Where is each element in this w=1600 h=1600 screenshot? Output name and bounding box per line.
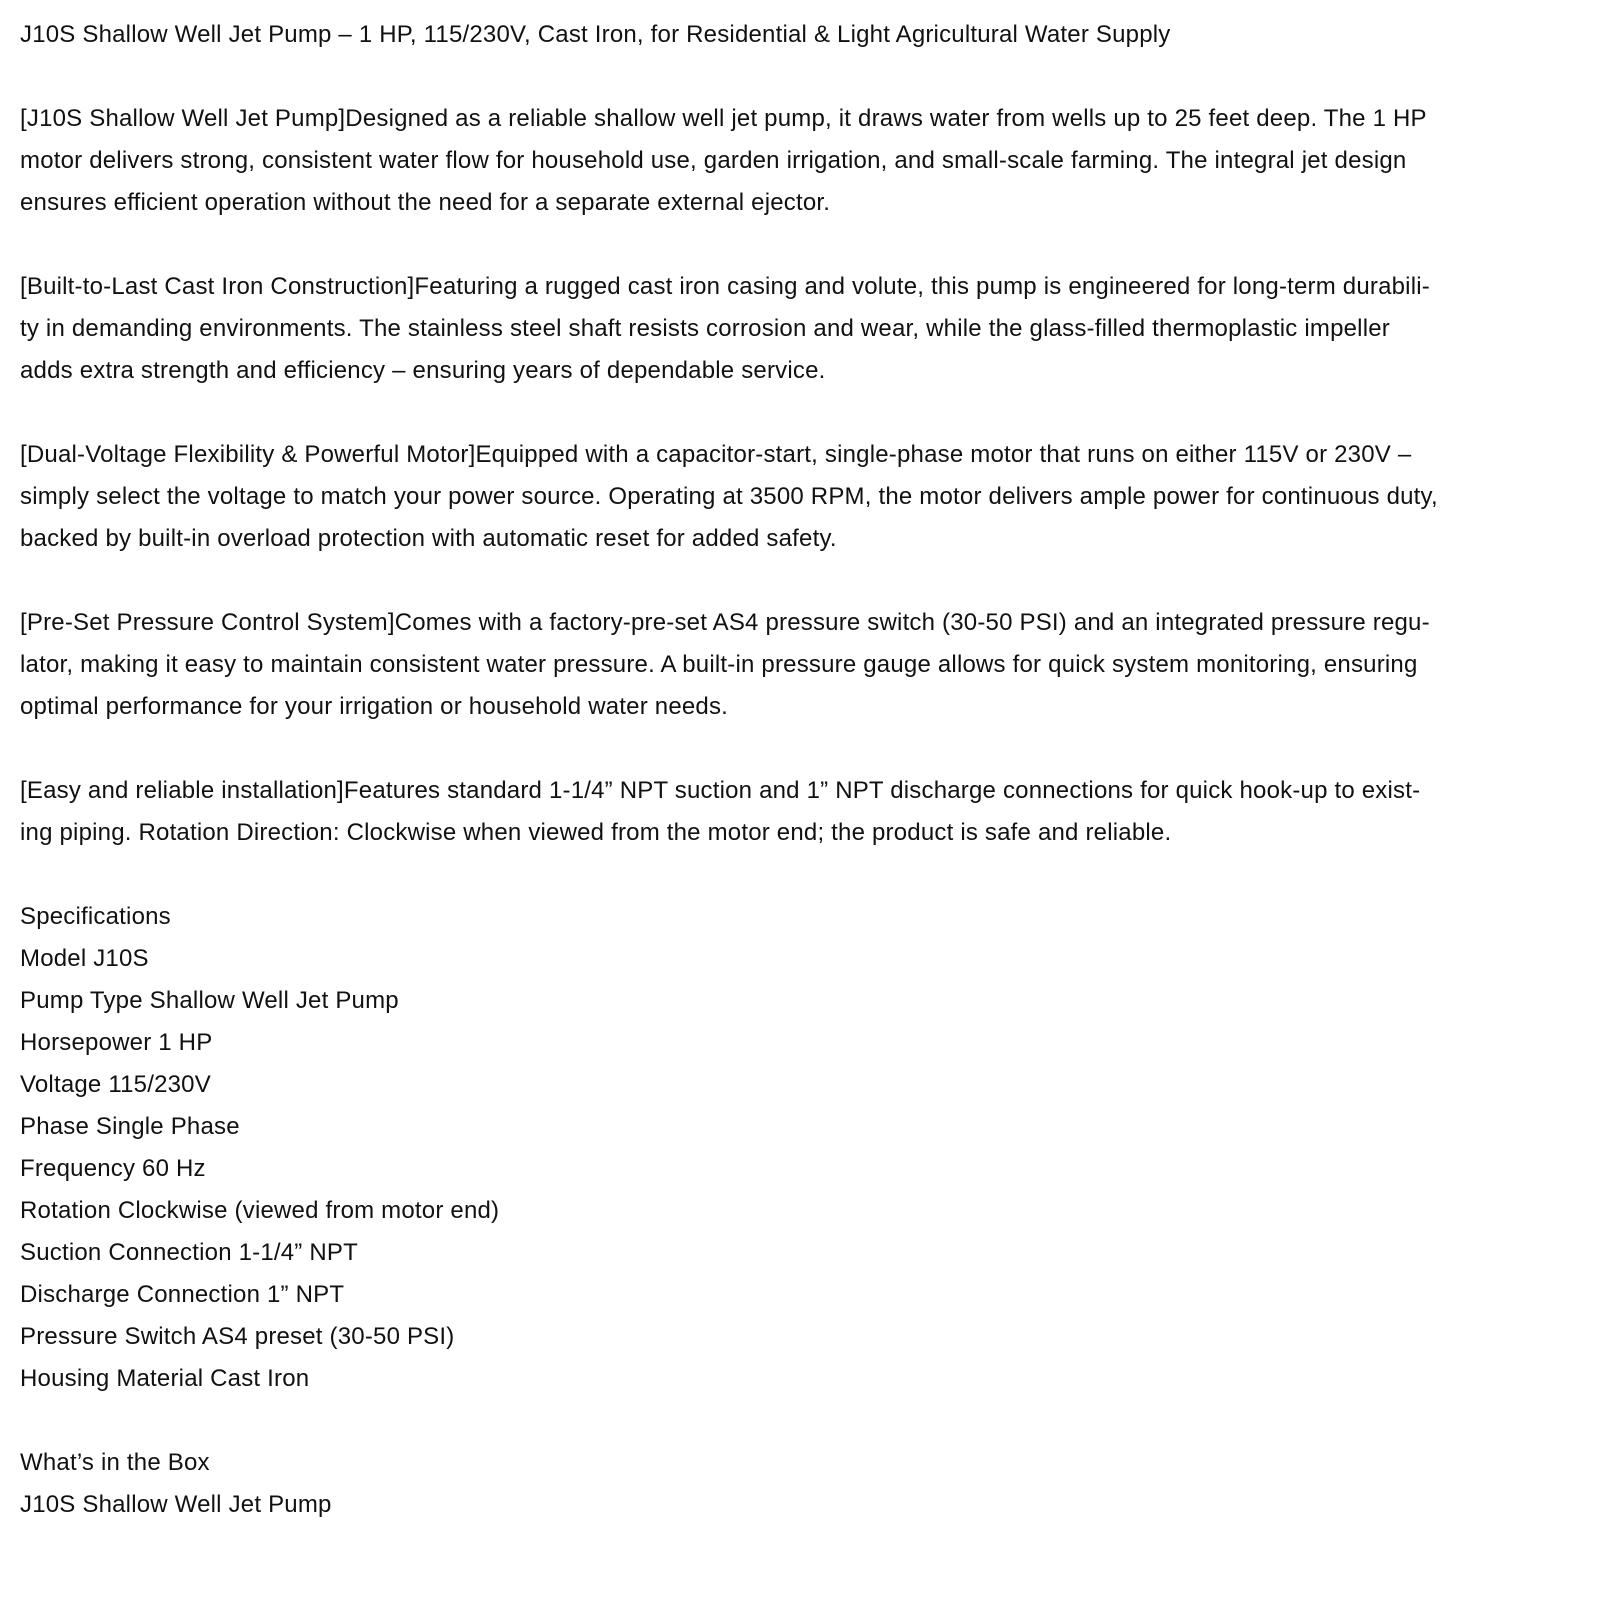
specifications-section	[20, 896, 1595, 1400]
spacer	[20, 224, 1595, 266]
spec-item-horsepower: Horsepower 1 HP	[20, 1029, 213, 1056]
paragraph-line: simply select the voltage to match your power source. Operating at 3500 RPM, the motor delivers ample power for continuous duty,	[20, 483, 1438, 510]
box-item: J10S Shallow Well Jet Pump	[20, 1491, 332, 1518]
paragraph-line: adds extra strength and efficiency – ensuring years of dependable service.	[20, 357, 826, 384]
paragraph-line: [Easy and reliable installation]Features standard 1-1/4” NPT suction and 1” NPT discharge connections for quick hook-up to exist-	[20, 777, 1421, 804]
paragraph-line: backed by built-in overload protection with automatic reset for added safety.	[20, 525, 837, 552]
spec-item-pump-type: Pump Type Shallow Well Jet Pump	[20, 987, 399, 1014]
feature-paragraph-pressure	[20, 602, 1595, 728]
spec-item-phase: Phase Single Phase	[20, 1113, 240, 1140]
spec-item-suction-connection: Suction Connection 1-1/4” NPT	[20, 1239, 358, 1266]
spacer	[20, 854, 1595, 896]
feature-paragraph-installation	[20, 770, 1595, 854]
box-contents-section	[20, 1442, 1595, 1526]
spec-item-pressure-switch: Pressure Switch AS4 preset (30-50 PSI)	[20, 1323, 455, 1350]
paragraph-line: [J10S Shallow Well Jet Pump]Designed as a reliable shallow well jet pump, it draws water from wells up to 25 feet deep. The 1 HP	[20, 105, 1427, 132]
feature-paragraph-motor	[20, 434, 1595, 560]
spacer	[20, 1400, 1595, 1442]
spec-item-discharge-connection: Discharge Connection 1” NPT	[20, 1281, 345, 1308]
spacer	[20, 560, 1595, 602]
spec-item-frequency: Frequency 60 Hz	[20, 1155, 206, 1182]
paragraph-line: ensures efficient operation without the need for a separate external ejector.	[20, 189, 831, 216]
spacer	[20, 728, 1595, 770]
paragraph-line: optimal performance for your irrigation or household water needs.	[20, 693, 729, 720]
spec-item-model: Model J10S	[20, 945, 149, 972]
product-description-page	[20, 14, 1595, 1526]
paragraph-line: lator, making it easy to maintain consistent water pressure. A built-in pressure gauge allows for quick system monitoring, ensuring	[20, 651, 1418, 678]
paragraph-line: ing piping. Rotation Direction: Clockwise when viewed from the motor end; the product is safe and reliable.	[20, 819, 1172, 846]
paragraph-line: ty in demanding environments. The stainless steel shaft resists corrosion and wear, while the glass-filled thermoplastic impeller	[20, 315, 1390, 342]
specifications-heading: Specifications	[20, 903, 171, 930]
product-title: J10S Shallow Well Jet Pump – 1 HP, 115/230V, Cast Iron, for Residential & Light Agricultural Water Supply	[20, 21, 1171, 48]
paragraph-line: [Dual-Voltage Flexibility & Powerful Motor]Equipped with a capacitor-start, single-phase motor that runs on either 115V or 230V –	[20, 441, 1412, 468]
feature-paragraph-pump	[20, 98, 1595, 224]
box-contents-heading: What’s in the Box	[20, 1449, 210, 1476]
spacer	[20, 56, 1595, 98]
feature-paragraph-construction	[20, 266, 1595, 392]
paragraph-line: [Built-to-Last Cast Iron Construction]Featuring a rugged cast iron casing and volute, this pump is engineered for long-term durabili-	[20, 273, 1430, 300]
paragraph-line: [Pre-Set Pressure Control System]Comes with a factory-pre-set AS4 pressure switch (30-50 PSI) and an integrated pressure regu-	[20, 609, 1430, 636]
spec-item-rotation: Rotation Clockwise (viewed from motor end)	[20, 1197, 500, 1224]
paragraph-line: motor delivers strong, consistent water flow for household use, garden irrigation, and small-scale farming. The integral jet design	[20, 147, 1407, 174]
spacer	[20, 392, 1595, 434]
spec-item-voltage: Voltage 115/230V	[20, 1071, 211, 1098]
spec-item-housing-material: Housing Material Cast Iron	[20, 1365, 310, 1392]
